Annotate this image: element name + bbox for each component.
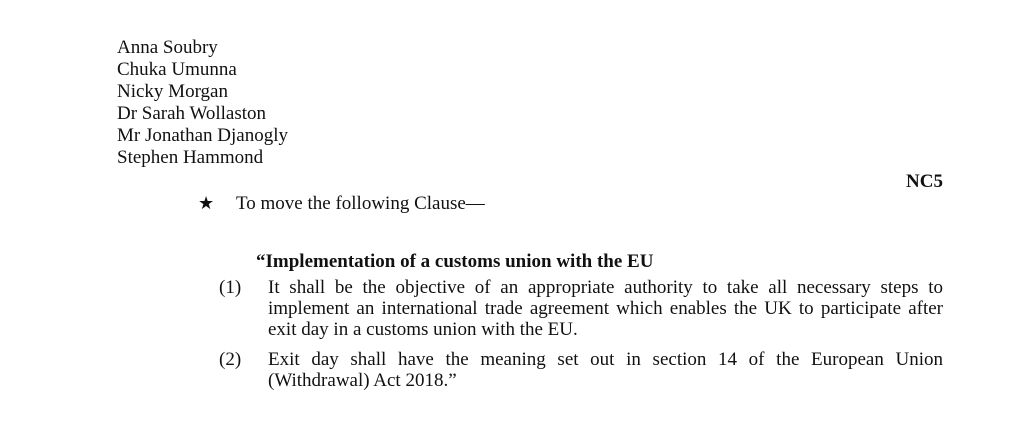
subsection-text: Exit day shall have the meaning set out in section 14 of the European Union (Withdrawal) Act 2018.” — [268, 349, 943, 391]
motion-line — [198, 192, 485, 215]
subsection — [219, 277, 943, 340]
supporter-name: Chuka Umunna — [117, 59, 237, 80]
supporter-name: Stephen Hammond — [117, 147, 264, 168]
supporter-name: Dr Sarah Wollaston — [117, 103, 267, 124]
supporter-name: Nicky Morgan — [117, 81, 228, 102]
motion-text: To move the following Clause— — [236, 193, 485, 214]
new-clause-number: NC5 — [906, 171, 943, 192]
subsection-number: (1) — [219, 277, 242, 298]
supporter-names — [117, 37, 288, 169]
supporter-name: Anna Soubry — [117, 37, 218, 58]
subsection — [219, 349, 943, 391]
subsection-text: It shall be the objective of an appropriate authority to take all necessary steps to implement an international trade agreement which enables the UK to participate after exit day in a customs union with the EU. — [268, 277, 943, 340]
subsection-number: (2) — [219, 349, 242, 370]
supporter-name: Mr Jonathan Djanogly — [117, 125, 288, 146]
star-icon: ★ — [198, 193, 215, 213]
clause-title: “Implementation of a customs union with the EU — [256, 251, 654, 272]
